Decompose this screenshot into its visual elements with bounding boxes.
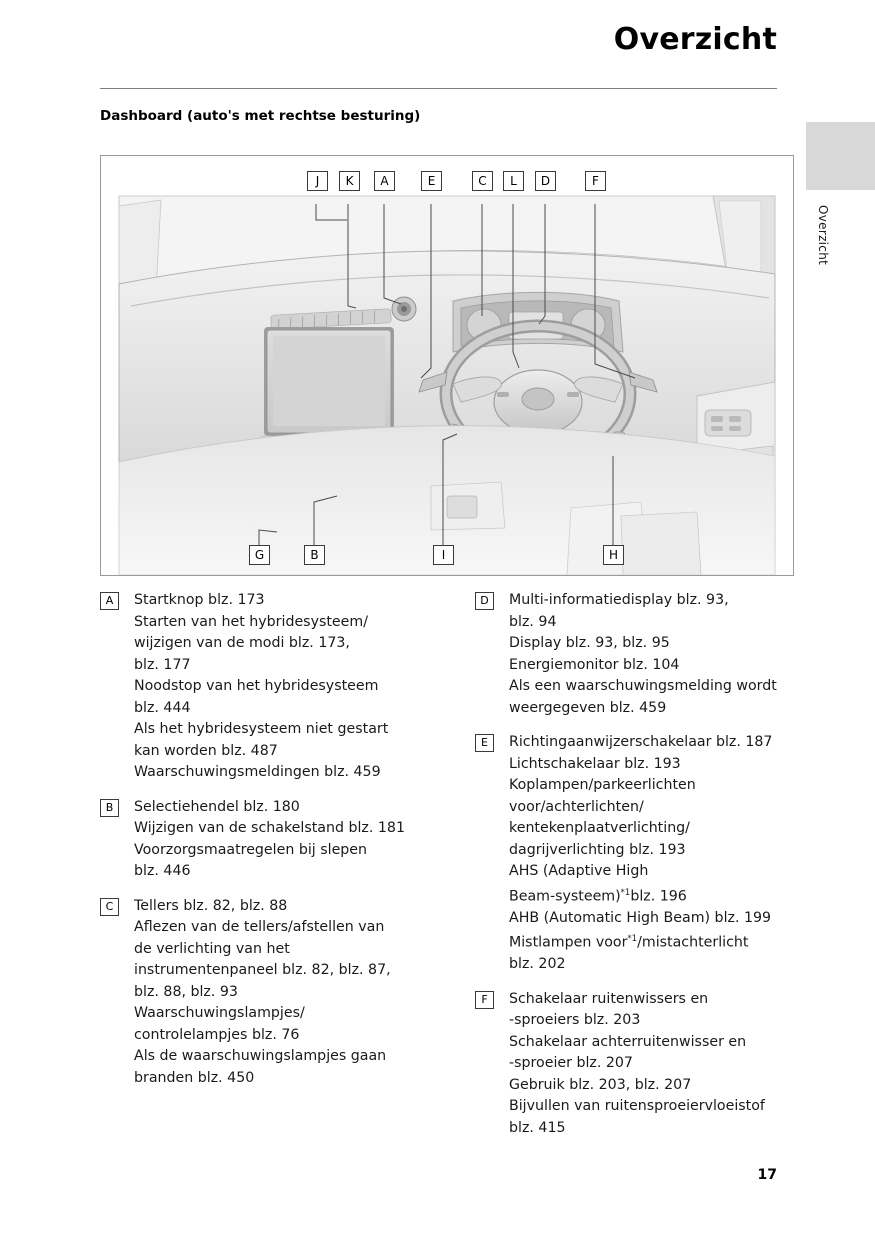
callout-k: K [339, 171, 360, 191]
callout-c: C [472, 171, 493, 191]
legend-text-e: Richtingaanwijzerschakelaar blz. 187 Lichtschakelaar blz. 193 Koplampen/parkeerlichten voor/achterlichten/ kentekenplaatverlichting/ dagrijverlichting blz. 193 AHS (Adaptive High Beam-systeem)$^{*1}$blz. 196 AHB (Automatic High Beam) blz. 199 Mistlampen voor$^{*1}$/mistachterlicht blz. 202 [509, 732, 805, 976]
title-divider [100, 88, 777, 89]
callout-g: G [249, 545, 270, 565]
legend-text-c: Tellers blz. 82, blz. 88 Aflezen van de tellers/afstellen van de verlichting van het instrumentenpaneel blz. 82, blz. 87, blz. 88, blz. 93 Waarschuwingslampjes/ controlelampjes blz. 76 Als de waarschuwingslampjes gaan branden blz. 450 [134, 897, 391, 1086]
legend-tag-f: F [475, 991, 494, 1009]
callout-d: D [535, 171, 556, 191]
dashboard-illustration [100, 155, 794, 576]
callout-f: F [585, 171, 606, 191]
page-title: Overzicht [613, 22, 777, 57]
legend-text-f: Schakelaar ruitenwissers en -sproeiers blz. 203 Schakelaar achterruitenwisser en -sproeier blz. 207 Gebruik blz. 203, blz. 207 Bijvullen van ruitensproeiervloeistof blz. 415 [509, 990, 765, 1136]
legend-text-b: Selectiehendel blz. 180 Wijzigen van de schakelstand blz. 181 Voorzorgsmaatregelen bij slepen blz. 446 [134, 798, 405, 879]
legend-column-right [475, 590, 805, 1152]
callout-a: A [374, 171, 395, 191]
callout-e: E [421, 171, 442, 191]
legend-item-d [475, 590, 805, 719]
legend-tag-d: D [475, 592, 494, 610]
legend-text-a: Startknop blz. 173 Starten van het hybridesysteem/ wijzigen van de modi blz. 173, blz. 177 Noodstop van het hybridesysteem blz. 444 Als het hybridesysteem niet gestart kan worden blz. 487 Waarschuwingsmeldingen blz. 459 [134, 592, 389, 780]
legend-tag-b: B [100, 799, 119, 817]
callout-i: I [433, 545, 454, 565]
legend-tag-c: C [100, 898, 119, 916]
callout-l: L [503, 171, 524, 191]
callout-h: H [603, 545, 624, 565]
legend-item-b [100, 797, 430, 883]
legend-item-f [475, 989, 805, 1140]
page-number: 17 [757, 1167, 777, 1183]
legend-item-a [100, 590, 430, 784]
side-tab-marker [806, 122, 875, 190]
legend-text-e-ahs: Beam-systeem)$^{*1}$blz. 196 [509, 887, 687, 905]
legend-item-e [475, 732, 805, 976]
legend-tag-a: A [100, 592, 119, 610]
legend-column-left [100, 590, 430, 1102]
legend-text-e-fog: Mistlampen voor$^{*1}$/mistachterlicht [509, 934, 749, 951]
side-tab-label: Overzicht [816, 205, 830, 266]
callout-j: J [307, 171, 328, 191]
callout-b: B [304, 545, 325, 565]
legend-item-c [100, 896, 430, 1090]
section-heading: Dashboard (auto's met rechtse besturing) [100, 108, 421, 124]
legend-text-d: Multi-informatiedisplay blz. 93, blz. 94 Display blz. 93, blz. 95 Energiemonitor blz. 104 Als een waarschuwingsmelding wordt weergegeven blz. 459 [509, 592, 777, 716]
legend-tag-e: E [475, 734, 494, 752]
